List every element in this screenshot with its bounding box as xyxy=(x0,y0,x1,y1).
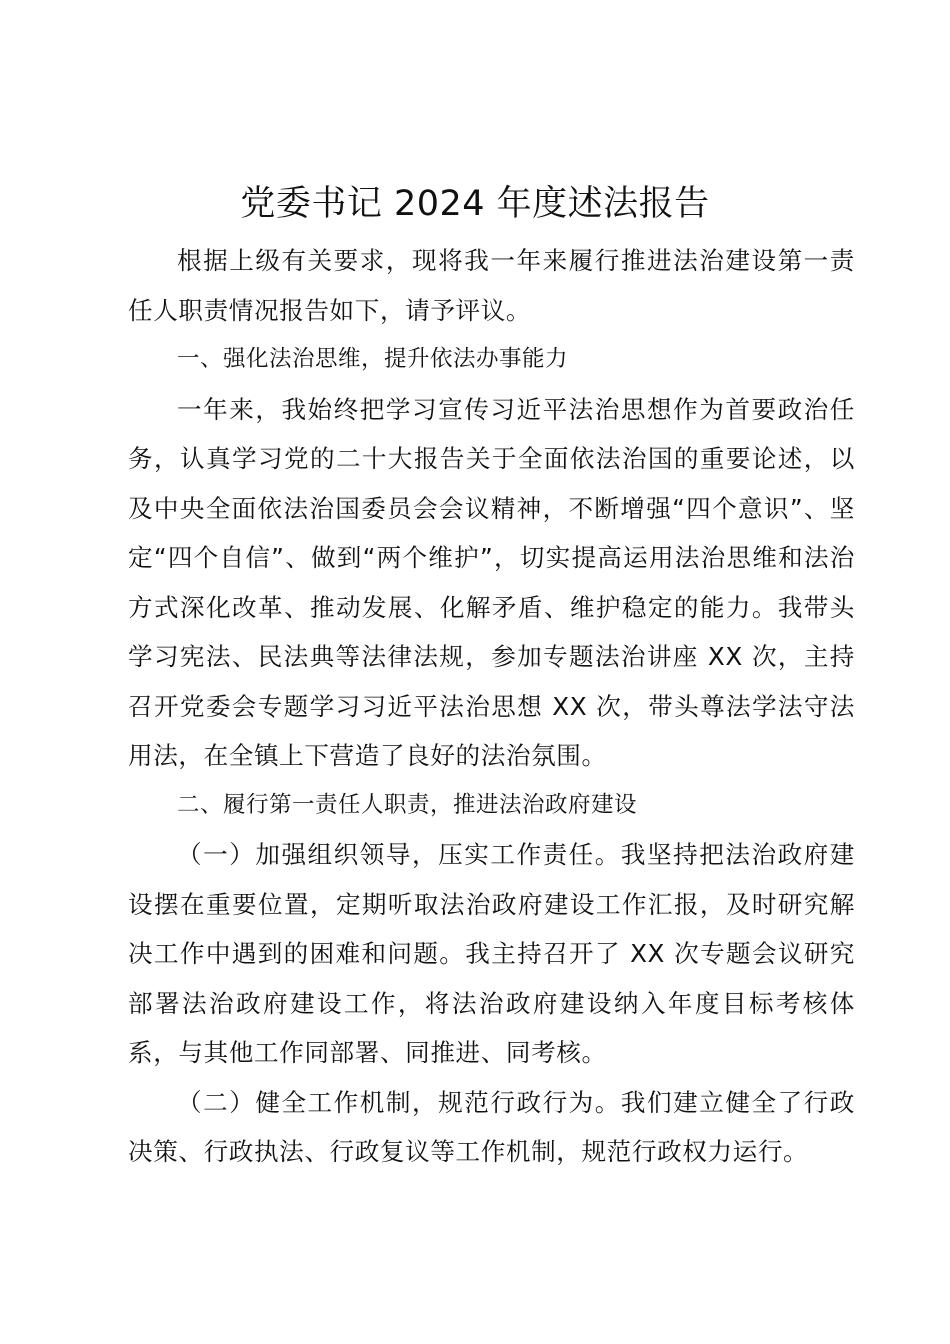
section-1-paragraph: 一年来，我始终把学习宣传习近平法治思想作为首要政治任务，认真学习党的二十大报告关于全面依法治国的重要论述，以及中央全面依法治国委员会会议精神，不断增强“四个意识”、坚定“四个自信”、做到“两个维护”，切实提高运用法治思维和法治方式深化改革、推动发展、化解矛盾、维护稳定的能力。我带头学习宪法、民法典等法律法规，参加专题法治讲座 XX 次，主持召开党委会专题学习习近平法治思想 XX 次，带头尊法学法守法用法，在全镇上下营造了良好的法治氛围。 xyxy=(128,394,855,770)
section-2-heading: 二、履行第一责任人职责，推进法治政府建设 xyxy=(177,791,638,818)
section-1-heading: 一、强化法治思维，提升依法办事能力 xyxy=(177,346,569,372)
section-2-sub-1-paragraph: （一）加强组织领导，压实工作责任。我坚持把法治政府建设摆在重要位置，定期听取法治政府建设工作汇报，及时研究解决工作中遇到的困难和问题。我主持召开了 XX 次专题会议研究部署法治政府建设工作，将法治政府建设纳入年度目标考核体系，与其他工作同部署、同推进、同考核。 xyxy=(128,840,855,1067)
section-2-sub-2-paragraph: （二）健全工作机制，规范行政行为。我们建立健全了行政决策、行政执法、行政复议等工作机制，规范行政权力运行。 xyxy=(128,1087,855,1166)
intro-paragraph: 根据上级有关要求，现将我一年来履行推进法治建设第一责任人职责情况报告如下，请予评议。 xyxy=(128,246,855,325)
document-body xyxy=(128,236,855,1177)
document-title: 党委书记 2024 年度述法报告 xyxy=(240,184,710,224)
